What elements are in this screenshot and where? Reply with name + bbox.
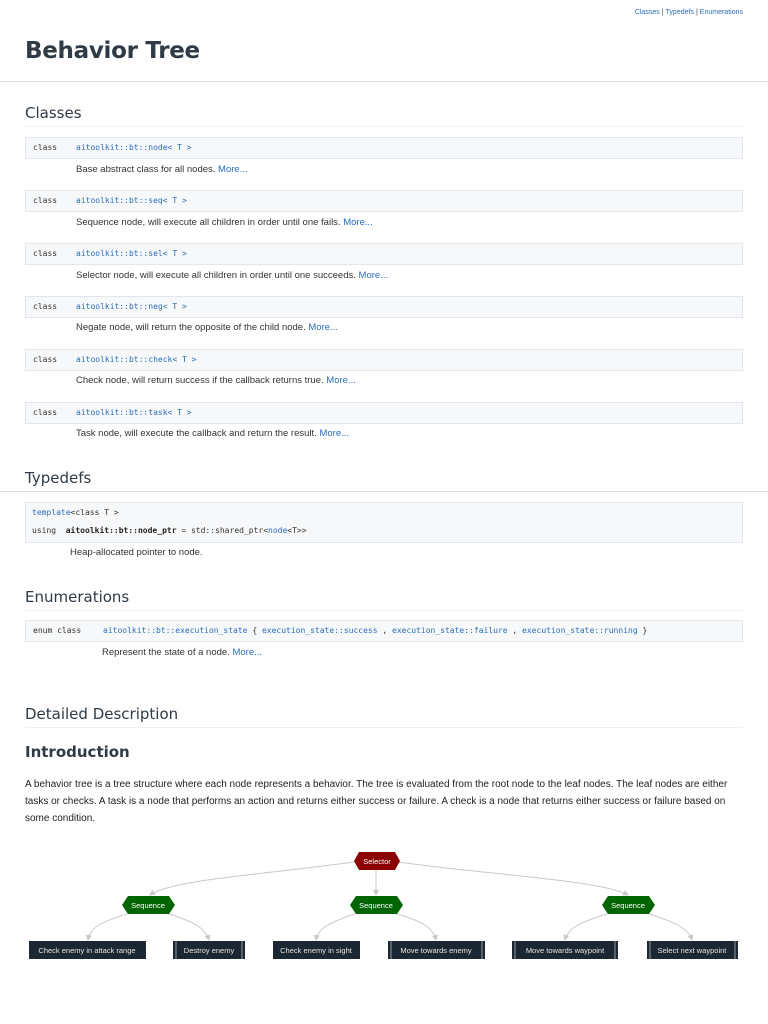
- more-link[interactable]: More...: [358, 270, 389, 281]
- page-title: Behavior Tree: [25, 38, 200, 64]
- class-link-neg[interactable]: aitoolkit::bt::neg< T >: [76, 302, 187, 311]
- nav-separator: |: [695, 9, 698, 16]
- enum-comma: ,: [507, 626, 523, 635]
- class-link-sel[interactable]: aitoolkit::bt::sel< T >: [76, 249, 187, 258]
- class-row-node: [25, 137, 743, 159]
- task-node: [647, 941, 738, 959]
- sequence-node-label: Sequence: [359, 901, 393, 910]
- task-node-label: Move towards waypoint: [525, 946, 605, 955]
- nav-link-enumerations[interactable]: Enumerations: [699, 9, 743, 16]
- class-desc-check: [76, 375, 356, 386]
- more-link[interactable]: More...: [218, 164, 248, 175]
- more-link[interactable]: More...: [326, 375, 356, 386]
- class-row-task: [25, 402, 743, 424]
- typedef-desc: Heap-allocated pointer to node.: [70, 547, 203, 558]
- section-heading-detailed-description: Detailed Description: [25, 701, 743, 728]
- sequence-node: [602, 896, 655, 914]
- class-link-check[interactable]: aitoolkit::bt::check< T >: [76, 355, 197, 364]
- more-link[interactable]: More...: [232, 647, 263, 658]
- class-row-sel: [25, 243, 743, 265]
- enum-name-link[interactable]: aitoolkit::bt::execution_state: [103, 626, 248, 635]
- enum-row: [25, 620, 743, 642]
- edge-seq3-leaf5: [565, 913, 610, 940]
- edge-seq2-leaf3: [316, 913, 358, 940]
- typedef-box: [25, 502, 743, 543]
- edge-seq2-leaf4: [394, 913, 436, 940]
- sequence-node-label: Sequence: [131, 901, 165, 910]
- introduction-heading: Introduction: [25, 743, 130, 761]
- enum-value-failure-link[interactable]: execution_state::failure: [392, 626, 508, 635]
- class-desc-text: Base abstract class for all nodes.: [76, 164, 216, 175]
- typedef-eq: = std::shared_ptr<: [176, 526, 269, 535]
- typedef-template-line: [32, 508, 119, 517]
- enum-brace-open: {: [247, 626, 262, 635]
- task-node: [512, 941, 618, 959]
- node-type-link[interactable]: node: [268, 526, 288, 535]
- enum-value-success-link[interactable]: execution_state::success: [261, 626, 378, 635]
- behavior-tree-diagram: [0, 840, 768, 970]
- edge-seq3-leaf6: [646, 913, 692, 940]
- sequence-node: [350, 896, 403, 914]
- nav-separator: |: [661, 9, 664, 16]
- nav-link-typedefs[interactable]: Typedefs: [665, 9, 694, 16]
- class-keyword: class: [33, 196, 58, 205]
- more-link[interactable]: More...: [343, 217, 373, 228]
- class-desc-text: Sequence node, will execute all children in order until one fails.: [76, 217, 341, 228]
- class-desc-seq: [76, 217, 373, 228]
- edge-root-seq1: [150, 862, 354, 895]
- enum-value-running-link[interactable]: execution_state::running: [522, 626, 638, 635]
- more-link[interactable]: More...: [319, 428, 350, 439]
- class-keyword: class: [33, 143, 58, 152]
- task-node: [173, 941, 245, 959]
- typedef-using-line: [32, 526, 307, 535]
- class-desc-text: Task node, will execute the callback and return the result.: [76, 428, 317, 439]
- section-heading-classes: Classes: [25, 100, 743, 127]
- enum-desc: [102, 647, 262, 658]
- edge-root-seq3: [398, 862, 628, 895]
- task-node: [29, 941, 146, 959]
- class-desc-node: [76, 164, 248, 175]
- class-link-task[interactable]: aitoolkit::bt::task< T >: [76, 408, 192, 417]
- class-desc-text: Selector node, will execute all children in order until one succeeds.: [76, 270, 356, 281]
- class-desc-sel: [76, 270, 388, 281]
- enum-brace-close: }: [637, 626, 648, 635]
- template-params: <class T >: [70, 508, 119, 517]
- selector-node: [354, 852, 400, 870]
- task-node-label: Move towards enemy: [400, 946, 472, 955]
- class-keyword: class: [33, 302, 58, 311]
- typedef-tail: <T>>: [287, 526, 307, 535]
- class-desc-text: Negate node, will return the opposite of the child node.: [76, 322, 306, 333]
- class-row-seq: [25, 190, 743, 212]
- enum-body: [103, 621, 647, 641]
- enum-keyword: enum class: [33, 626, 82, 635]
- sequence-node: [122, 896, 175, 914]
- class-keyword: class: [33, 249, 58, 258]
- class-link-seq[interactable]: aitoolkit::bt::seq< T >: [76, 196, 187, 205]
- class-link-node[interactable]: aitoolkit::bt::node< T >: [76, 143, 192, 152]
- more-link[interactable]: More...: [308, 322, 338, 333]
- task-node-label: Check enemy in attack range: [38, 946, 136, 955]
- task-node-label: Select next waypoint: [657, 946, 727, 955]
- class-desc-text: Check node, will return success if the callback returns true.: [76, 375, 324, 386]
- task-node-label: Check enemy in sight: [280, 946, 352, 955]
- top-nav-links: [635, 9, 743, 16]
- class-desc-task: [76, 428, 349, 439]
- edge-seq1-leaf1: [88, 913, 130, 940]
- class-keyword: class: [33, 408, 58, 417]
- edge-seq1-leaf2: [166, 913, 209, 940]
- enum-desc-text: Represent the state of a node.: [102, 647, 230, 658]
- section-heading-typedefs: Typedefs: [0, 465, 768, 492]
- task-node: [388, 941, 485, 959]
- nav-link-classes[interactable]: Classes: [634, 9, 660, 16]
- task-node-label: Destroy enemy: [183, 946, 235, 955]
- section-heading-enumerations: Enumerations: [25, 584, 743, 611]
- class-row-check: [25, 349, 743, 371]
- selector-node-label: Selector: [363, 857, 391, 866]
- task-node: [273, 941, 360, 959]
- enum-comma: ,: [377, 626, 392, 635]
- template-keyword-link[interactable]: template: [32, 508, 71, 517]
- class-row-neg: [25, 296, 743, 318]
- class-keyword: class: [33, 355, 58, 364]
- title-divider: [0, 81, 768, 82]
- class-desc-neg: [76, 322, 338, 333]
- introduction-paragraph: A behavior tree is a tree structure where each node represents a behavior. The tree is evaluated from the root node to the leaf nodes. The leaf nodes are either tasks or checks. A task is a node that performs an action and returns either success or failure. A check is a node that returns either success or failure based on some condition.: [25, 779, 728, 824]
- sequence-node-label: Sequence: [611, 901, 645, 910]
- typedef-name: aitoolkit::bt::node_ptr: [65, 526, 177, 535]
- using-keyword: using: [32, 526, 57, 535]
